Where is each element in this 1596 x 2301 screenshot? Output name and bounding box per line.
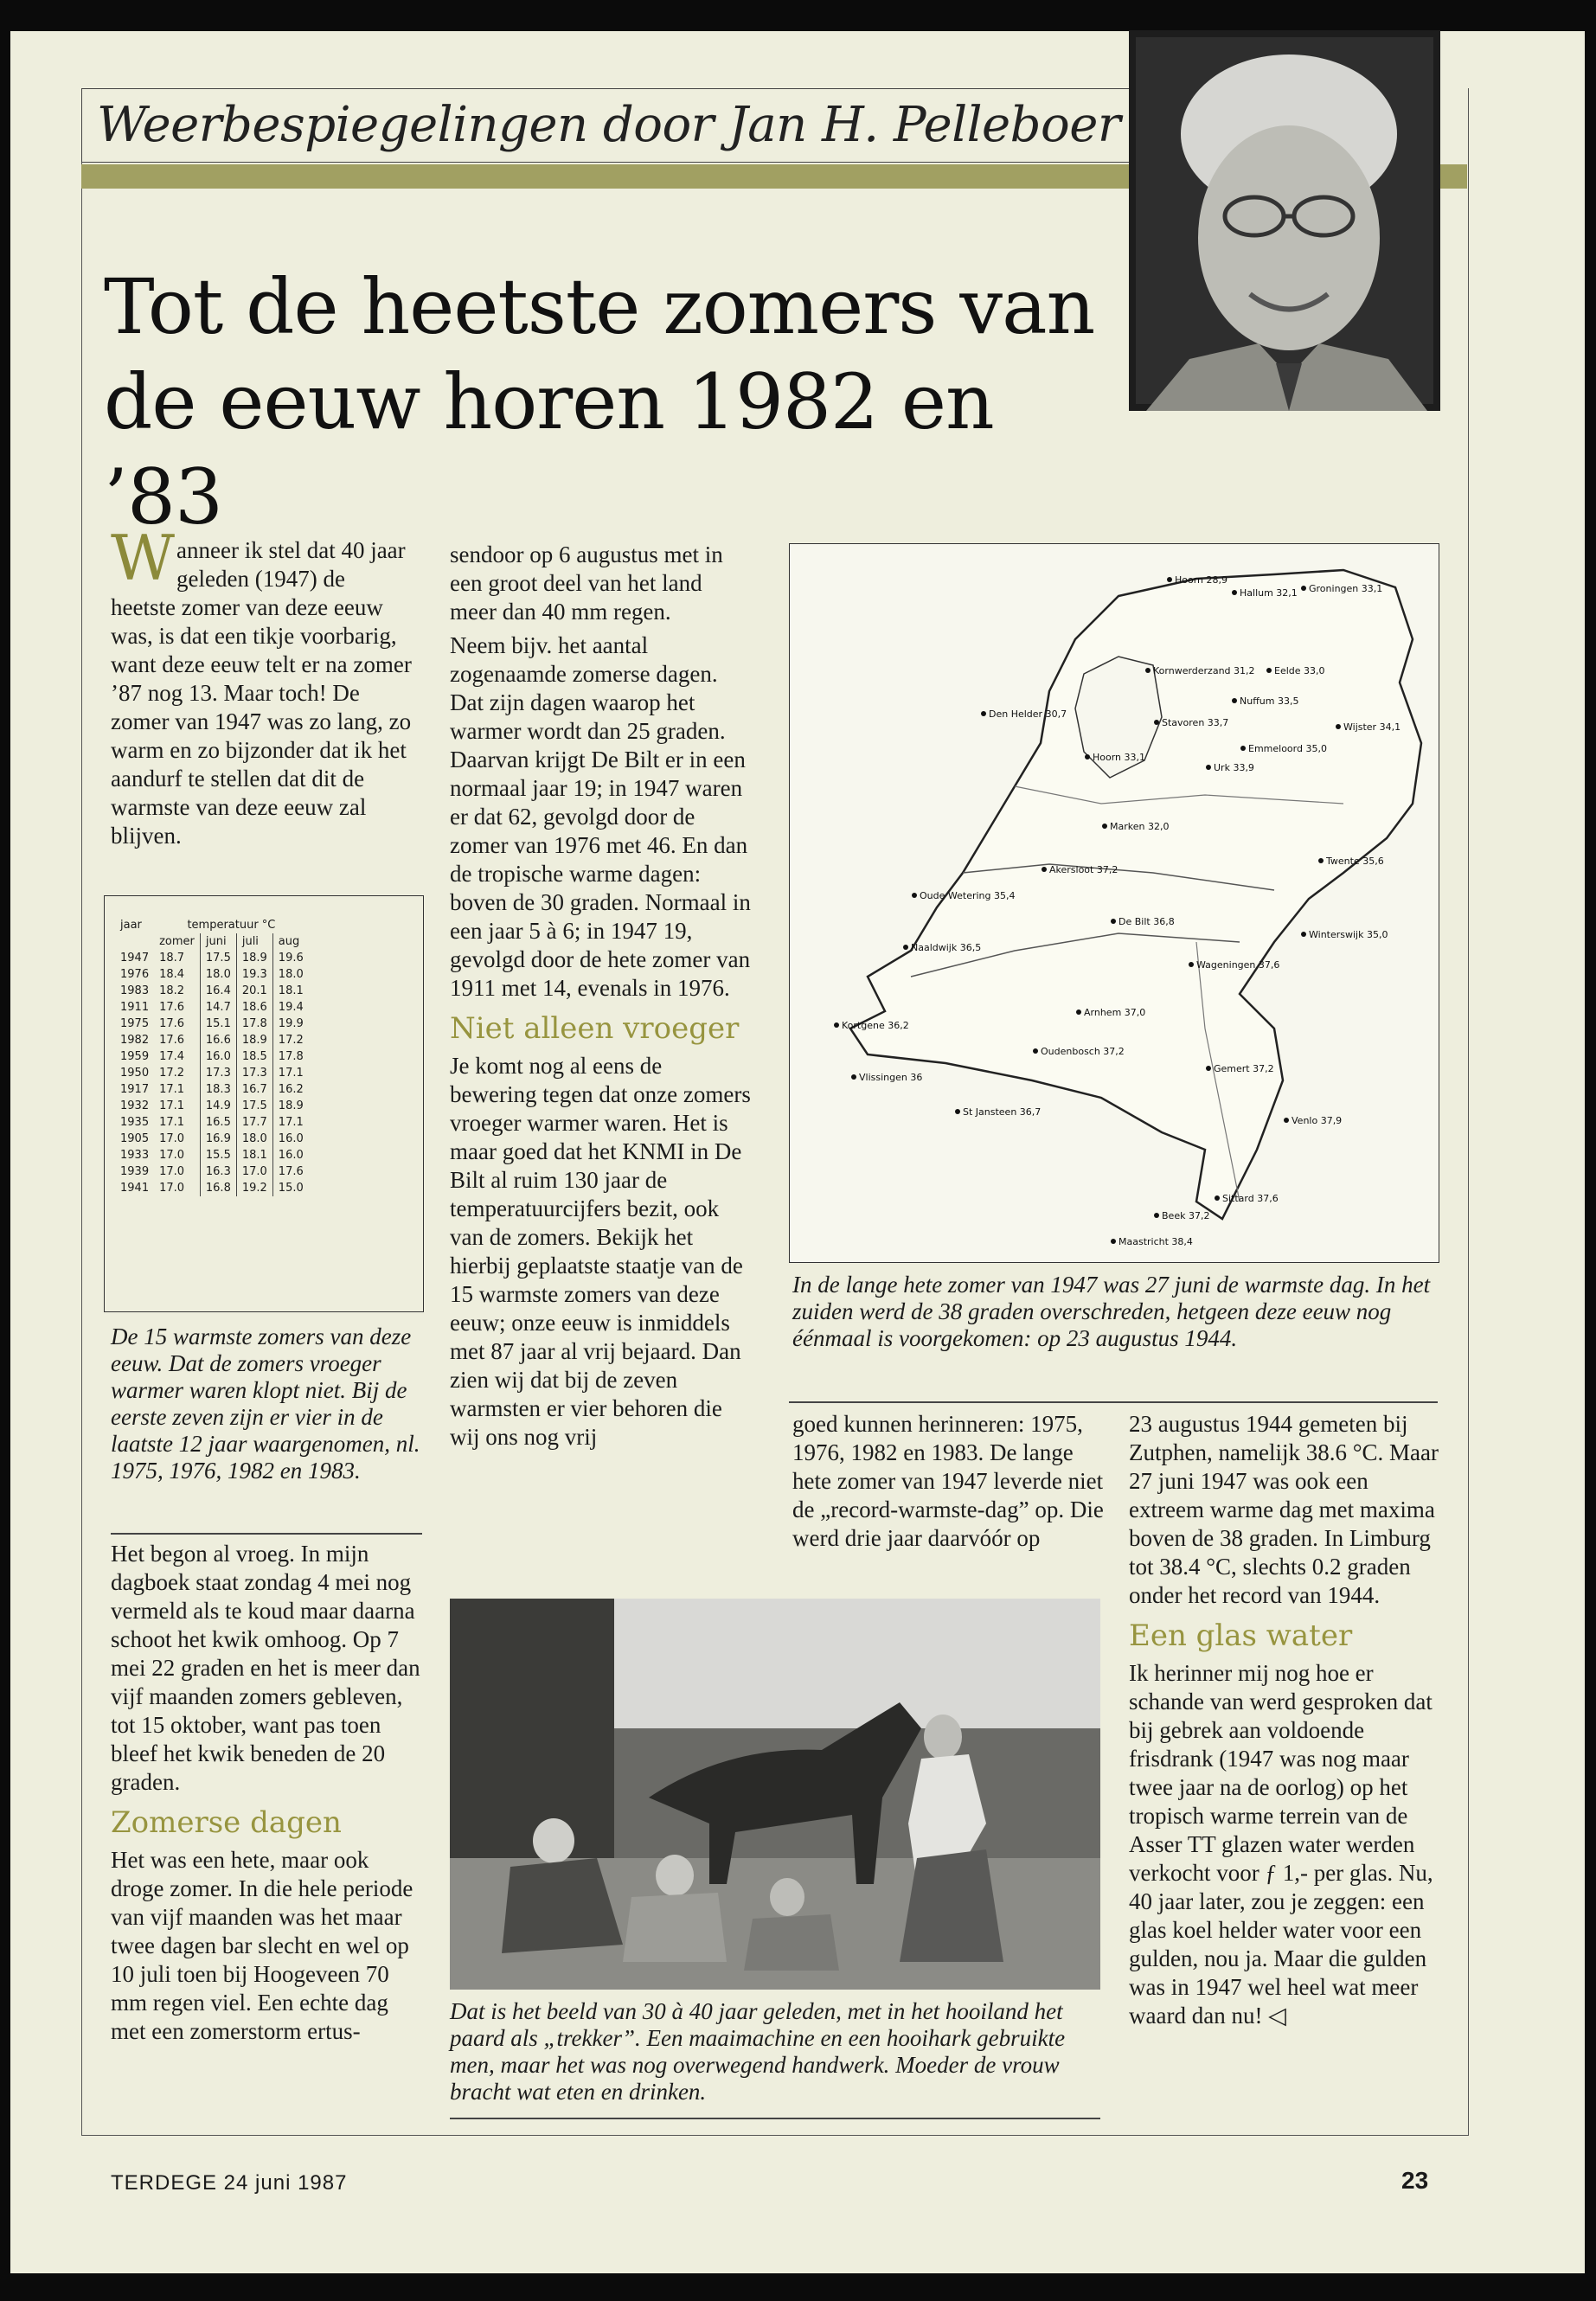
station-marker — [1336, 724, 1341, 729]
table-cell-temperature: 16.9 — [200, 1131, 236, 1147]
table-cell-temperature: 14.7 — [200, 999, 236, 1016]
station-marker — [1167, 577, 1172, 582]
station-marker — [1266, 668, 1272, 673]
table-row — [115, 1032, 309, 1048]
table-cell-temperature: 18.3 — [200, 1081, 236, 1098]
station-marker — [834, 1022, 839, 1028]
table-row — [115, 999, 309, 1016]
station-label: Hoorn 28,9 — [1175, 574, 1228, 586]
station-label: Naaldwijk 36,5 — [911, 942, 982, 953]
drop-cap: W — [111, 522, 176, 594]
table-row — [115, 1147, 309, 1163]
table-cell-year: 1975 — [120, 1017, 150, 1030]
table-cell-year: 1933 — [120, 1149, 150, 1162]
station-marker — [1111, 1239, 1116, 1244]
table-cell-temperature: 16.0 — [272, 1131, 308, 1147]
station-label: Oudenbosch 37,2 — [1041, 1046, 1125, 1057]
table-cell-temperature: 18.0 — [272, 966, 308, 983]
station-marker — [1318, 858, 1324, 863]
table-cell-year: 1911 — [120, 1001, 150, 1014]
station-label: Hoorn 33,1 — [1093, 752, 1146, 763]
table-row — [115, 1131, 309, 1147]
header-accent-bar-right — [1436, 164, 1467, 189]
table-cell-temperature: 18.4 — [159, 968, 185, 981]
table-row — [115, 1163, 309, 1180]
station-label: Sittard 37,6 — [1222, 1193, 1279, 1204]
table-cell-temperature: 17.5 — [236, 1098, 272, 1114]
subheading-een-glas-water: Een glas water — [1129, 1618, 1353, 1653]
table-cell-temperature: 17.4 — [159, 1050, 185, 1063]
table-cell-temperature: 15.0 — [272, 1180, 308, 1196]
table-cell-temperature: 16.0 — [200, 1048, 236, 1065]
station-label: Venlo 37,9 — [1292, 1115, 1343, 1126]
station-marker — [1284, 1118, 1289, 1123]
station-marker — [851, 1074, 856, 1080]
table-cell-temperature: 17.0 — [159, 1149, 185, 1162]
station-marker — [955, 1109, 960, 1114]
author-portrait — [1129, 30, 1440, 411]
divider — [450, 2118, 1100, 2119]
table-row — [115, 966, 309, 983]
table-cell-year: 1982 — [120, 1034, 150, 1047]
table-row — [115, 1081, 309, 1098]
table-header-aug: aug — [272, 933, 308, 950]
station-label: Kornwerderzand 31,2 — [1153, 665, 1255, 676]
table-cell-temperature: 18.1 — [236, 1147, 272, 1163]
table-cell-temperature: 17.6 — [159, 1017, 185, 1030]
table-row — [115, 1016, 309, 1032]
station-label: St Jansteen 36,7 — [963, 1106, 1042, 1118]
station-label: Twente 35,6 — [1326, 856, 1384, 867]
divider — [111, 1533, 422, 1535]
column-2 — [450, 541, 754, 1457]
table-cell-temperature: 18.5 — [236, 1048, 272, 1065]
table-cell-temperature: 19.4 — [272, 999, 308, 1016]
station-marker — [1240, 746, 1246, 751]
subheading-niet-alleen-vroeger: Niet alleen vroeger — [450, 1011, 740, 1046]
station-marker — [1215, 1195, 1220, 1201]
table-caption: De 15 warmste zomers van deze eeuw. Dat de zomers vroeger warmer waren klopt niet. Bij de eerste zeven zijn er vier in de laatste 12 jaar waargenomen, nl. 1975, 1976, 1982 en 1983. — [111, 1324, 420, 1484]
table-cell-temperature: 17.3 — [200, 1065, 236, 1081]
table-header-temperature: temperatuur °C — [187, 919, 276, 932]
station-marker — [1033, 1048, 1038, 1054]
paragraph: sendoor op 6 augustus met in een groot deel van het land meer dan 40 mm regen. — [450, 542, 723, 625]
table-cell-temperature: 17.1 — [159, 1116, 185, 1129]
station-marker — [1301, 932, 1306, 937]
station-marker — [1206, 1066, 1211, 1071]
photo-caption: Dat is het beeld van 30 à 40 jaar geleden, met in het hooiland het paard als „trekker”. Een maaimachine en een hooihark gebruikte men, maar het was nog overwegend handwerk. Moeder de vrouw bracht wat eten en drinken. — [450, 1998, 1066, 2105]
table-cell-temperature: 17.1 — [272, 1114, 308, 1131]
table-cell-temperature: 17.1 — [272, 1065, 308, 1081]
table-cell-year: 1983 — [120, 984, 150, 997]
table-cell-temperature: 19.2 — [236, 1180, 272, 1196]
table-cell-temperature: 20.1 — [236, 983, 272, 999]
table-row — [115, 1114, 309, 1131]
table-row — [115, 1065, 309, 1081]
headline-line-1: Tot de heetste zomers van — [104, 262, 1095, 351]
table-cell-temperature: 18.6 — [236, 999, 272, 1016]
table-cell-temperature: 17.2 — [159, 1067, 185, 1080]
station-label: Hallum 32,1 — [1240, 587, 1298, 599]
station-label: Oude Wetering 35,4 — [920, 890, 1016, 901]
paragraph: Ik herinner mij nog hoe er schande van werd gesproken dat bij gebrek aan voldoende frisdrank (1947 was nog maar twee jaar na de oorlog) op het tropisch warme terrein van de Asser TT glazen water werden verkocht voor ƒ 1,- per glas. Nu, 40 jaar later, zou je zeggen: een glas koel helder water voor een gulden, nou ja. Maar die gulden was in 1947 wel heel wat meer waard dan nu! ◁ — [1129, 1660, 1433, 2029]
header-accent-bar — [81, 164, 1137, 189]
map-caption: In de lange hete zomer van 1947 was 27 juni de warmste dag. In het zuiden werd de 38 graden overschreden, hetgeen deze eeuw nog éénmaal is voorgekomen: op 23 augustus 1944. — [792, 1272, 1431, 1351]
station-marker — [1206, 765, 1211, 770]
table-cell-temperature: 18.0 — [200, 966, 236, 983]
issue-footer: TERDEGE 24 juni 1987 — [111, 2171, 348, 2195]
column-1 — [111, 522, 415, 856]
station-label: Groningen 33,1 — [1309, 583, 1383, 594]
table-cell-temperature: 15.5 — [200, 1147, 236, 1163]
table-cell-temperature: 18.9 — [236, 950, 272, 966]
paragraph: 23 augustus 1944 gemeten bij Zutphen, namelijk 38.6 °C. Maar 27 juni 1947 was ook een extreem warme dag met maxima boven de 38 graden. In Limburg tot 38.4 °C, slechts 0.2 graden onder het record van 1944. — [1129, 1411, 1439, 1608]
station-marker — [1042, 867, 1047, 872]
subheading-zomerse-dagen: Zomerse dagen — [111, 1805, 342, 1840]
column-4 — [1129, 1410, 1440, 2035]
table-cell-temperature: 17.6 — [159, 1001, 185, 1014]
station-marker — [903, 945, 908, 950]
table-cell-temperature: 15.1 — [200, 1016, 236, 1032]
table-cell-year: 1976 — [120, 968, 150, 981]
table-cell-temperature: 19.9 — [272, 1016, 308, 1032]
map-drawing — [790, 544, 1439, 1262]
column-1-continued — [111, 1540, 422, 2051]
table-cell-temperature: 14.9 — [200, 1098, 236, 1114]
station-marker — [1154, 1213, 1159, 1218]
table-cell-temperature: 18.9 — [236, 1032, 272, 1048]
station-label: Beek 37,2 — [1162, 1210, 1210, 1221]
table-cell-temperature: 17.1 — [159, 1083, 185, 1096]
table-cell-year: 1939 — [120, 1165, 150, 1178]
table-cell-temperature: 16.2 — [272, 1081, 308, 1098]
table-row — [115, 1098, 309, 1114]
table-cell-year: 1947 — [120, 952, 150, 965]
station-label: Den Helder 30,7 — [989, 708, 1067, 720]
station-label: Kortgene 36,2 — [842, 1020, 909, 1031]
station-label: Eelde 33,0 — [1274, 665, 1325, 676]
divider — [789, 1401, 1438, 1403]
station-label: Nuffum 33,5 — [1240, 695, 1299, 707]
table-cell-temperature: 18.7 — [159, 952, 185, 965]
station-marker — [1085, 754, 1090, 760]
table-row — [115, 950, 309, 966]
table-cell-temperature: 17.7 — [236, 1114, 272, 1131]
table-cell-temperature: 17.0 — [159, 1132, 185, 1145]
table-header-summer: zomer — [159, 935, 195, 948]
table-cell-temperature: 19.3 — [236, 966, 272, 983]
station-marker — [981, 711, 986, 716]
station-marker — [1076, 1009, 1081, 1015]
table-cell-year: 1932 — [120, 1099, 150, 1112]
station-marker — [1145, 668, 1151, 673]
table-cell-temperature: 18.0 — [236, 1131, 272, 1147]
column-3 — [792, 1410, 1104, 1558]
table-cell-temperature: 19.6 — [272, 950, 308, 966]
table-cell-temperature: 17.1 — [159, 1099, 185, 1112]
table-cell-temperature: 18.2 — [159, 984, 185, 997]
table-cell-temperature: 17.5 — [200, 950, 236, 966]
station-marker — [912, 893, 917, 898]
paragraph: Het was een hete, maar ook droge zomer. In die hele periode van vijf maanden was het maar twee dagen bar slecht en wel op 10 juli toen bij Hoogeveen 70 mm regen viel. Een echte dag met een zomerstorm ertus- — [111, 1847, 413, 2044]
station-label: Wijster 34,1 — [1343, 721, 1401, 733]
station-label: Maastricht 38,4 — [1118, 1236, 1193, 1247]
hottest-summers-table — [104, 895, 424, 1312]
table-cell-year: 1935 — [120, 1116, 150, 1129]
table-cell-temperature: 17.0 — [236, 1163, 272, 1180]
station-label: Stavoren 33,7 — [1162, 717, 1229, 728]
table-cell-temperature: 17.8 — [272, 1048, 308, 1065]
paragraph: Je komt nog al eens de bewering tegen dat onze zomers vroeger warmer waren. Het is maar goed dat het KNMI in De Bilt al ruim 130 jaar de temperatuurcijfers bezit, ook van de zomers. Bekijk het hierbij geplaatste staatje van de 15 warmste zomers van deze eeuw; onze eeuw is inmiddels met 87 jaar al vrij bejaard. Dan zien wij dat bij de zeven warmsten er vier behoren die wij ons nog vrij — [450, 1053, 751, 1450]
table-cell-year: 1950 — [120, 1067, 150, 1080]
table-cell-year: 1959 — [120, 1050, 150, 1063]
table-cell-year: 1905 — [120, 1132, 150, 1145]
table-cell-temperature: 17.3 — [236, 1065, 272, 1081]
table-cell-temperature: 17.6 — [272, 1163, 308, 1180]
table-cell-temperature: 16.7 — [236, 1081, 272, 1098]
table-header-july: juli — [236, 933, 272, 950]
table-cell-temperature: 16.8 — [200, 1180, 236, 1196]
series-title: Weerbespiegelingen door Jan H. Pelleboer — [97, 97, 1121, 153]
station-label: Emmeloord 35,0 — [1248, 743, 1327, 754]
table-cell-temperature: 16.4 — [200, 983, 236, 999]
station-marker — [1232, 590, 1237, 595]
station-marker — [1301, 586, 1306, 591]
hayfield-photo — [450, 1599, 1100, 1990]
station-marker — [1189, 962, 1194, 967]
paragraph: Neem bijv. het aantal zogenaamde zomerse dagen. Dat zijn dagen waarop het warmer wordt dan 25 graden. Daarvan krijgt De Bilt er in een normaal jaar 19; in 1947 waren er dat 62, gevolgd door de zomer van 1976 met 46. En dan de tropische warme dagen: boven de 30 graden. Normaal in een jaar 5 à 6; in 1947 19, gevolgd door de hete zomer van 1911 met 14, evenals in 1976. — [450, 632, 751, 1001]
table-header-year: jaar — [120, 919, 142, 932]
table-row — [115, 1180, 309, 1196]
netherlands-temperature-map — [789, 543, 1439, 1263]
table-cell-temperature: 16.5 — [200, 1114, 236, 1131]
table-header-june: juni — [200, 933, 236, 950]
station-marker — [1232, 698, 1237, 703]
station-label: Arnhem 37,0 — [1084, 1007, 1146, 1018]
station-label: Urk 33,9 — [1214, 762, 1254, 773]
table-row — [115, 983, 309, 999]
station-label: Akersloot 37,2 — [1049, 864, 1118, 875]
paragraph: goed kunnen herinneren: 1975, 1976, 1982 en 1983. De lange hete zomer van 1947 leverde niet de „record-warmste-dag” op. Die werd drie jaar daarvóór op — [792, 1411, 1104, 1551]
station-label: Vlissingen 36 — [859, 1072, 923, 1083]
table-cell-year: 1941 — [120, 1182, 150, 1195]
article-headline — [104, 260, 1125, 545]
station-label: De Bilt 36,8 — [1118, 916, 1175, 927]
table-cell-temperature: 18.1 — [272, 983, 308, 999]
station-label: Wageningen 37,6 — [1196, 959, 1280, 971]
table-cell-temperature: 17.0 — [159, 1165, 185, 1178]
paragraph: Het begon al vroeg. In mijn dagboek staat zondag 4 mei nog vermeld als te koud maar daarna schoot het kwik omhoog. Op 7 mei 22 graden en het is meer dan vijf maanden zomers gebleven, tot 15 oktober, want pas toen bleef het kwik beneden de 20 graden. — [111, 1541, 420, 1795]
table-cell-temperature: 18.9 — [272, 1098, 308, 1114]
table-cell-temperature: 17.0 — [159, 1182, 185, 1195]
table-cell-temperature: 17.8 — [236, 1016, 272, 1032]
table-cell-year: 1917 — [120, 1083, 150, 1096]
headline-line-2: de eeuw horen 1982 en ’83 — [104, 357, 994, 542]
station-marker — [1111, 919, 1116, 924]
table-cell-temperature: 16.3 — [200, 1163, 236, 1180]
table-cell-temperature: 17.2 — [272, 1032, 308, 1048]
table-cell-temperature: 16.0 — [272, 1147, 308, 1163]
table-row — [115, 1048, 309, 1065]
station-marker — [1154, 720, 1159, 725]
table-cell-temperature: 17.6 — [159, 1034, 185, 1047]
table-cell-temperature: 16.6 — [200, 1032, 236, 1048]
station-label: Marken 32,0 — [1110, 821, 1170, 832]
station-label: Gemert 37,2 — [1214, 1063, 1274, 1074]
intro-paragraph: anneer ik stel dat 40 jaar geleden (1947) de heetste zomer van deze eeuw was, is dat een tikje voorbarig, want deze eeuw telt er na zomer ’87 nog 13. Maar toch! De zomer van 1947 was zo lang, zo warm en zo bijzonder dat ik het aandurf te stellen dat dit de warmste van deze eeuw zal blijven. — [111, 537, 412, 849]
station-label: Winterswijk 35,0 — [1309, 929, 1388, 940]
page-number: 23 — [1401, 2167, 1429, 2194]
station-marker — [1102, 824, 1107, 829]
